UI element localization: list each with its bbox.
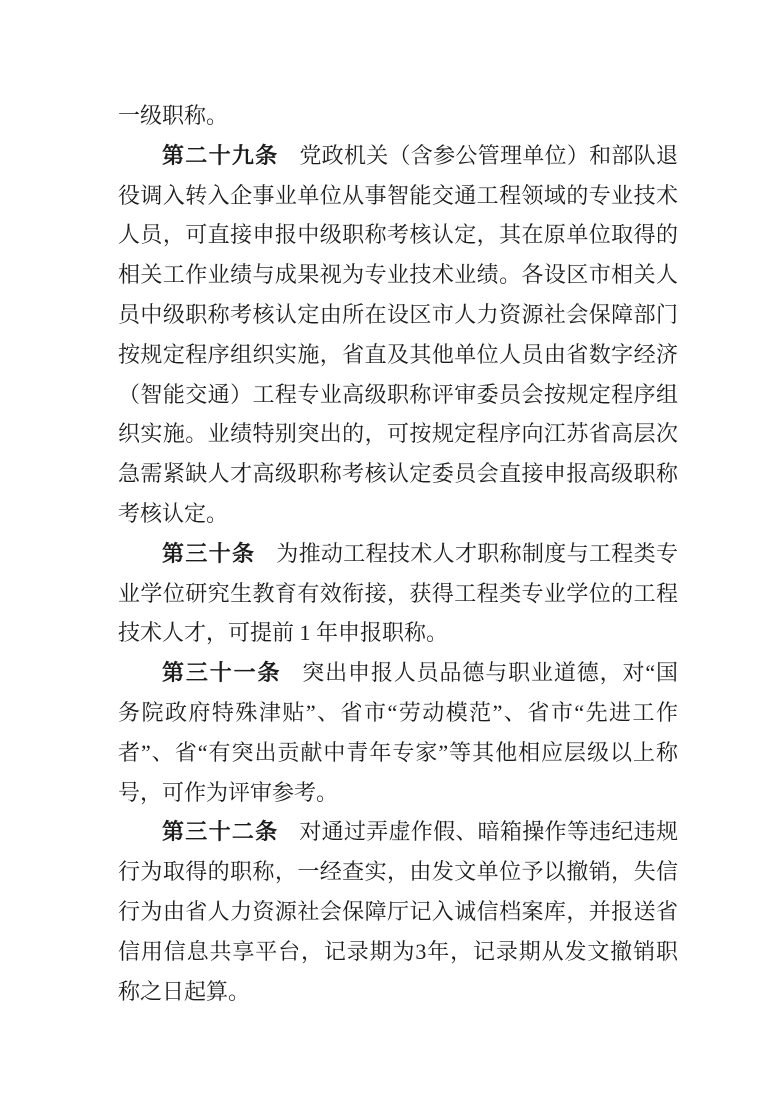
continuation-paragraph	[118, 96, 678, 136]
article-number: 第三十条	[162, 540, 256, 566]
article-text: 突出申报人员品德与职业道德，对“国务院政府特殊津贴”、省市“劳动模范”、省市“先进工作者”、省“有突出贡献中青年专家”等其他相应层级以上称号，可作为评审参考。	[118, 660, 678, 805]
article-number: 第三十一条	[162, 660, 282, 686]
continuation-text: 一级职称。	[118, 103, 229, 128]
article-number: 第二十九条	[162, 142, 279, 168]
article-text: 党政机关（含参公管理单位）和部队退役调入转入企事业单位从事智能交通工程领域的专业技术人员，可直接申报中级职称考核认定，其在原单位取得的相关工作业绩与成果视为专业技术业绩。各设区市相关人员中级职称考核认定由所在设区市人力资源社会保障部门按规定程序组织实施，省直及其他单位人员由省数字经济（智能交通）工程专业高级职称评审委员会按规定程序组织实施。业绩特别突出的，可按规定程序向江苏省高层次急需紧缺人才高级职称考核认定委员会直接申报高级职称考核认定。	[118, 142, 678, 526]
article-paragraph-31	[118, 653, 678, 812]
article-text: 为推动工程技术人才职称制度与工程类专业学位研究生教育有效衔接，获得工程类专业学位的工程技术人才，可提前 1 年申报职称。	[118, 540, 678, 646]
article-number: 第三十二条	[162, 819, 279, 845]
article-paragraph-32	[118, 812, 678, 1011]
article-paragraph-29	[118, 136, 678, 534]
document-text-block	[118, 96, 678, 1011]
article-paragraph-30	[118, 534, 678, 653]
article-text: 对通过弄虚作假、暗箱操作等违纪违规行为取得的职称，一经查实，由发文单位予以撤销，失信行为由省人力资源社会保障厅记入诚信档案库，并报送省信用信息共享平台，记录期为3年，记录期从发文撤销职称之日起算。	[118, 819, 678, 1004]
